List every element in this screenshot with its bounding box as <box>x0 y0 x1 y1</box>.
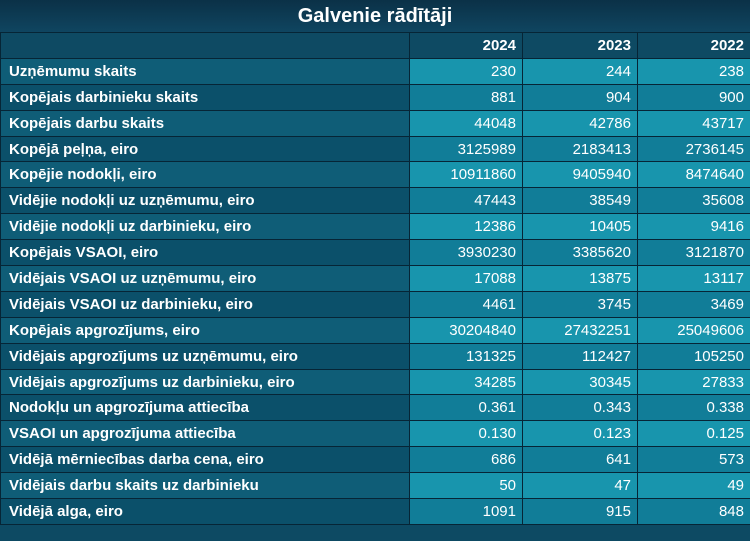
value-cell-2022: 2736145 <box>638 136 750 162</box>
row-label: Vidējais VSAOI uz uzņēmumu, eiro <box>1 266 410 292</box>
value-cell-2023: 244 <box>523 58 638 84</box>
value-cell-2022: 3469 <box>638 291 750 317</box>
value-cell-2024: 30204840 <box>410 317 523 343</box>
value-cell-2023: 3385620 <box>523 240 638 266</box>
value-cell-2023: 9405940 <box>523 162 638 188</box>
value-cell-2023: 2183413 <box>523 136 638 162</box>
column-header-2023: 2023 <box>523 33 638 59</box>
value-cell-2024: 47443 <box>410 188 523 214</box>
value-cell-2024: 3125989 <box>410 136 523 162</box>
value-cell-2024: 686 <box>410 447 523 473</box>
value-cell-2022: 105250 <box>638 343 750 369</box>
row-label: Kopējais darbinieku skaits <box>1 84 410 110</box>
value-cell-2022: 0.125 <box>638 421 750 447</box>
table-row <box>1 447 750 473</box>
row-label: Vidējie nodokļi uz uzņēmumu, eiro <box>1 188 410 214</box>
value-cell-2022: 9416 <box>638 214 750 240</box>
value-cell-2022: 8474640 <box>638 162 750 188</box>
table-row <box>1 188 750 214</box>
row-label: Kopējais VSAOI, eiro <box>1 240 410 266</box>
value-cell-2024: 4461 <box>410 291 523 317</box>
value-cell-2022: 3121870 <box>638 240 750 266</box>
value-cell-2024: 17088 <box>410 266 523 292</box>
value-cell-2022: 900 <box>638 84 750 110</box>
value-cell-2022: 573 <box>638 447 750 473</box>
row-label: Kopējie nodokļi, eiro <box>1 162 410 188</box>
value-cell-2024: 230 <box>410 58 523 84</box>
column-header-2024: 2024 <box>410 33 523 59</box>
value-cell-2023: 915 <box>523 499 638 525</box>
row-label: Kopējais darbu skaits <box>1 110 410 136</box>
table-row <box>1 317 750 343</box>
row-label: Kopējā peļņa, eiro <box>1 136 410 162</box>
row-label: Vidējie nodokļi uz darbinieku, eiro <box>1 214 410 240</box>
value-cell-2022: 848 <box>638 499 750 525</box>
header-empty-cell <box>1 33 410 59</box>
header-row <box>1 33 750 59</box>
value-cell-2023: 3745 <box>523 291 638 317</box>
value-cell-2023: 38549 <box>523 188 638 214</box>
value-cell-2023: 10405 <box>523 214 638 240</box>
row-label: Vidējā alga, eiro <box>1 499 410 525</box>
row-label: Kopējais apgrozījums, eiro <box>1 317 410 343</box>
value-cell-2023: 47 <box>523 473 638 499</box>
value-cell-2024: 44048 <box>410 110 523 136</box>
table-row <box>1 136 750 162</box>
table-row <box>1 84 750 110</box>
value-cell-2024: 34285 <box>410 369 523 395</box>
value-cell-2023: 0.343 <box>523 395 638 421</box>
value-cell-2024: 881 <box>410 84 523 110</box>
table-row <box>1 395 750 421</box>
value-cell-2023: 112427 <box>523 343 638 369</box>
value-cell-2023: 0.123 <box>523 421 638 447</box>
value-cell-2024: 10911860 <box>410 162 523 188</box>
value-cell-2024: 50 <box>410 473 523 499</box>
table-row <box>1 343 750 369</box>
table-row <box>1 499 750 525</box>
value-cell-2024: 0.130 <box>410 421 523 447</box>
indicators-table <box>0 32 750 525</box>
value-cell-2024: 131325 <box>410 343 523 369</box>
row-label: VSAOI un apgrozījuma attiecība <box>1 421 410 447</box>
table-row <box>1 240 750 266</box>
row-label: Vidējais apgrozījums uz uzņēmumu, eiro <box>1 343 410 369</box>
value-cell-2022: 0.338 <box>638 395 750 421</box>
value-cell-2022: 238 <box>638 58 750 84</box>
column-header-2022: 2022 <box>638 33 750 59</box>
value-cell-2023: 30345 <box>523 369 638 395</box>
table-row <box>1 421 750 447</box>
table-row <box>1 162 750 188</box>
row-label: Vidējā mērniecības darba cena, eiro <box>1 447 410 473</box>
value-cell-2023: 904 <box>523 84 638 110</box>
value-cell-2023: 13875 <box>523 266 638 292</box>
row-label: Nodokļu un apgrozījuma attiecība <box>1 395 410 421</box>
value-cell-2022: 43717 <box>638 110 750 136</box>
value-cell-2022: 35608 <box>638 188 750 214</box>
row-label: Vidējais apgrozījums uz darbinieku, eiro <box>1 369 410 395</box>
value-cell-2024: 0.361 <box>410 395 523 421</box>
row-label: Vidējais VSAOI uz darbinieku, eiro <box>1 291 410 317</box>
table-row <box>1 473 750 499</box>
value-cell-2022: 25049606 <box>638 317 750 343</box>
value-cell-2024: 1091 <box>410 499 523 525</box>
table-row <box>1 214 750 240</box>
row-label: Uzņēmumu skaits <box>1 58 410 84</box>
table-row <box>1 291 750 317</box>
table-title: Galvenie rādītāji <box>0 0 750 32</box>
value-cell-2024: 3930230 <box>410 240 523 266</box>
value-cell-2022: 13117 <box>638 266 750 292</box>
table-row <box>1 58 750 84</box>
value-cell-2023: 42786 <box>523 110 638 136</box>
table-row <box>1 110 750 136</box>
value-cell-2024: 12386 <box>410 214 523 240</box>
table-row <box>1 266 750 292</box>
table-row <box>1 369 750 395</box>
value-cell-2022: 27833 <box>638 369 750 395</box>
row-label: Vidējais darbu skaits uz darbinieku <box>1 473 410 499</box>
value-cell-2023: 27432251 <box>523 317 638 343</box>
value-cell-2023: 641 <box>523 447 638 473</box>
value-cell-2022: 49 <box>638 473 750 499</box>
